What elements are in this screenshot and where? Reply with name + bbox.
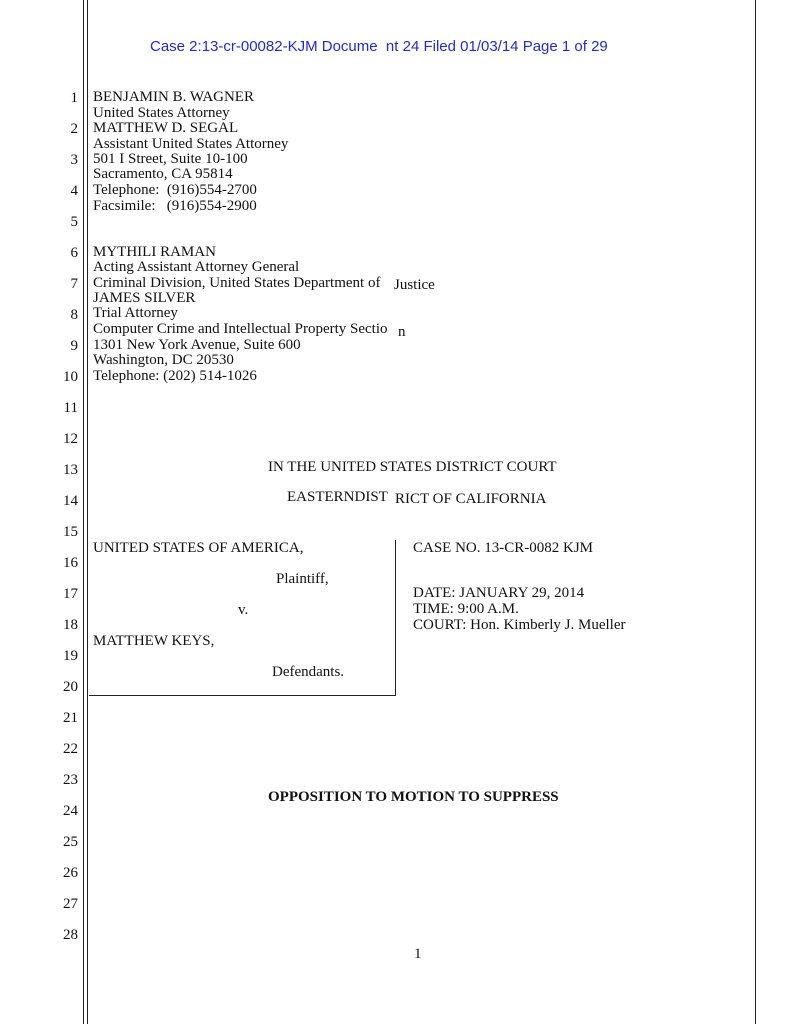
attorney-name: MATTHEW D. SEGAL: [93, 120, 239, 136]
line-number: 8: [70, 307, 78, 323]
line-number: 11: [63, 400, 78, 416]
line-number: 13: [63, 462, 78, 478]
line-number: 20: [63, 679, 78, 695]
plaintiff-party: UNITED STATES OF AMERICA,: [93, 540, 304, 556]
attorney-division-end: Justice: [394, 277, 435, 293]
court-district-part1: EASTERNDIST: [287, 489, 388, 505]
attorney-telephone: Telephone: (916)554-2700: [93, 182, 257, 198]
line-number: 19: [63, 648, 78, 664]
line-number: 22: [63, 741, 78, 757]
line-number: 10: [63, 369, 78, 385]
left-margin-rule-2: [87, 0, 88, 1024]
hearing-date: DATE: JANUARY 29, 2014: [413, 585, 585, 601]
attorney-division: Criminal Division, United States Department of: [93, 275, 381, 291]
document-title: OPPOSITION TO MOTION TO SUPPRESS: [268, 789, 559, 805]
attorney-name: BENJAMIN B. WAGNER: [93, 89, 254, 105]
attorney-address: Sacramento, CA 95814: [93, 166, 233, 182]
line-number: 14: [63, 493, 78, 509]
line-number: 27: [63, 896, 78, 912]
attorney-name: JAMES SILVER: [93, 290, 196, 306]
line-number: 5: [70, 214, 78, 230]
attorney-address: Washington, DC 20530: [93, 352, 234, 368]
plaintiff-role: Plaintiff,: [276, 571, 329, 587]
court-district-part2: RICT OF CALIFORNIA: [395, 491, 547, 507]
caption-divider-horizontal: [89, 695, 396, 696]
line-number: 1: [70, 90, 78, 106]
line-number: 18: [63, 617, 78, 633]
line-number: 17: [63, 586, 78, 602]
court-name: IN THE UNITED STATES DISTRICT COURT: [268, 459, 557, 475]
attorney-telephone: Telephone: (202) 514-1026: [93, 368, 257, 384]
hearing-time: TIME: 9:00 A.M.: [413, 601, 519, 617]
line-number: 15: [63, 524, 78, 540]
attorney-facsimile: Facsimile: (916)554-2900: [93, 198, 257, 214]
attorney-title: Acting Assistant Attorney General: [93, 259, 300, 275]
line-number: 12: [63, 431, 78, 447]
line-number: 6: [70, 245, 78, 261]
line-number: 16: [63, 555, 78, 571]
line-number: 24: [63, 803, 78, 819]
caption-divider-vertical: [395, 540, 396, 696]
attorney-section-end: n: [398, 324, 406, 340]
line-number: 7: [70, 276, 78, 292]
left-margin-rule-1: [83, 0, 84, 1024]
line-number: 28: [63, 927, 78, 943]
page-number: 1: [414, 946, 422, 962]
attorney-address: 1301 New York Avenue, Suite 600: [93, 337, 301, 353]
line-number: 23: [63, 772, 78, 788]
defendant-role: Defendants.: [272, 664, 345, 680]
versus: v.: [238, 602, 249, 618]
attorney-title: United States Attorney: [93, 105, 230, 121]
filing-header: Case 2:13-cr-00082-KJM Docume nt 24 Filed 01/03/14 Page 1 of 29: [150, 38, 608, 55]
hearing-court: COURT: Hon. Kimberly J. Mueller: [413, 617, 626, 633]
line-number: 3: [70, 152, 78, 168]
line-number: 4: [70, 183, 78, 199]
attorney-section: Computer Crime and Intellectual Property Sectio: [93, 321, 388, 337]
line-number: 25: [63, 834, 78, 850]
line-number: 2: [70, 121, 78, 137]
defendant-party: MATTHEW KEYS,: [93, 633, 215, 649]
line-number: 26: [63, 865, 78, 881]
case-number: CASE NO. 13-CR-0082 KJM: [413, 540, 594, 556]
attorney-name: MYTHILI RAMAN: [93, 244, 216, 260]
attorney-address: 501 I Street, Suite 10-100: [93, 151, 248, 167]
attorney-title: Assistant United States Attorney: [93, 136, 289, 152]
line-number: 9: [70, 338, 78, 354]
right-margin-rule: [755, 0, 756, 1024]
attorney-title: Trial Attorney: [93, 305, 178, 321]
line-number: 21: [63, 710, 78, 726]
